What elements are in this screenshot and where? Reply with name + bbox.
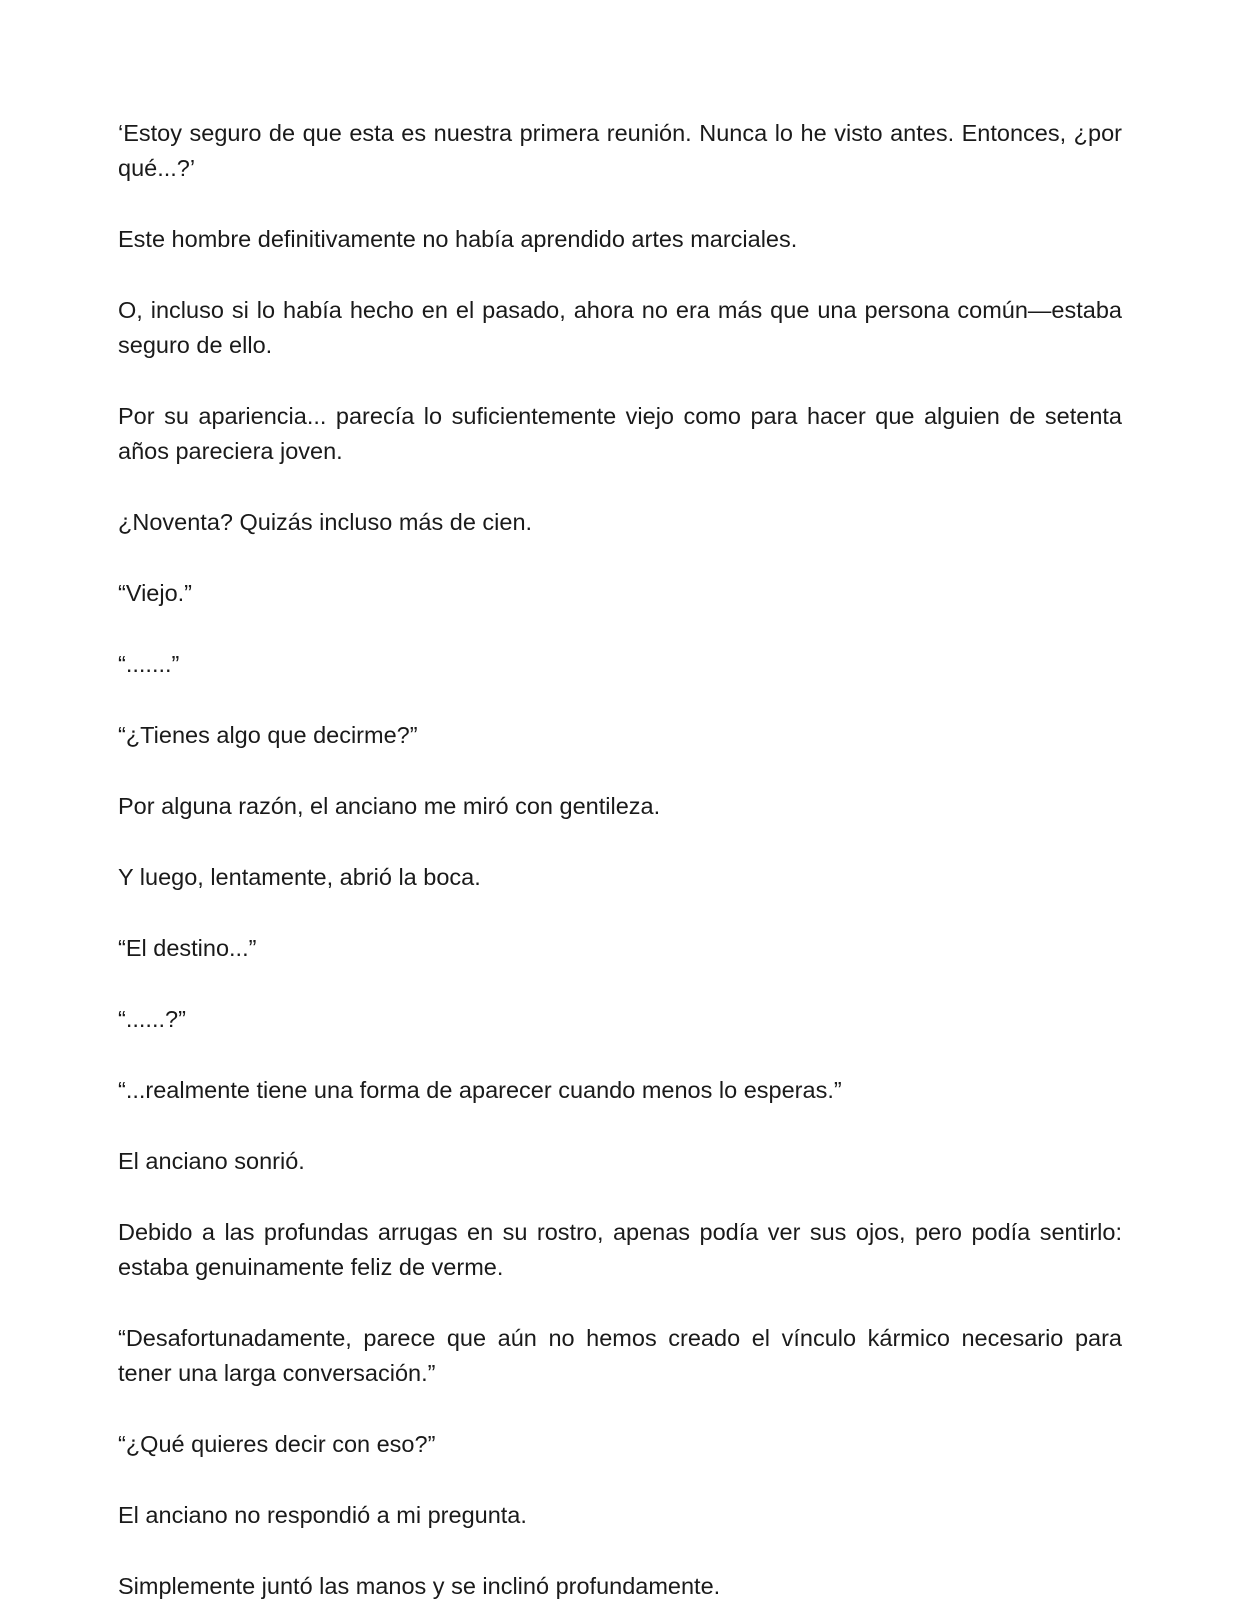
- paragraph: El anciano no respondió a mi pregunta.: [118, 1502, 527, 1528]
- paragraph: Este hombre definitivamente no había aprendido artes marciales.: [118, 226, 798, 252]
- paragraph: “Viejo.”: [118, 580, 193, 606]
- paragraph: Por alguna razón, el anciano me miró con gentileza.: [118, 793, 661, 819]
- paragraph: Por su apariencia... parecía lo suficientemente viejo como para hacer que alguien de setenta años pareciera joven.: [118, 403, 1122, 464]
- paragraph: “¿Tienes algo que decirme?”: [118, 722, 418, 748]
- paragraph: El anciano sonrió.: [118, 1148, 305, 1174]
- paragraph: ¿Noventa? Quizás incluso más de cien.: [118, 509, 533, 535]
- paragraph: “Desafortunadamente, parece que aún no hemos creado el vínculo kármico necesario para tener una larga conversación.”: [118, 1325, 1122, 1386]
- paragraph: “¿Qué quieres decir con eso?”: [118, 1431, 436, 1457]
- paragraph: Debido a las profundas arrugas en su rostro, apenas podía ver sus ojos, pero podía sentirlo: estaba genuinamente feliz de verme.: [118, 1219, 1122, 1280]
- paragraph: ‘Estoy seguro de que esta es nuestra primera reunión. Nunca lo he visto antes. Entonces, ¿por qué...?’: [118, 120, 1122, 181]
- paragraph: “......?”: [118, 1006, 186, 1032]
- document-body: [118, 116, 1122, 1604]
- paragraph: Y luego, lentamente, abrió la boca.: [118, 864, 481, 890]
- paragraph: “.......”: [118, 651, 180, 677]
- paragraph: “...realmente tiene una forma de aparecer cuando menos lo esperas.”: [118, 1077, 842, 1103]
- paragraph: “El destino...”: [118, 935, 257, 961]
- paragraph: O, incluso si lo había hecho en el pasado, ahora no era más que una persona común—estaba seguro de ello.: [118, 297, 1122, 358]
- paragraph: Simplemente juntó las manos y se inclinó profundamente.: [118, 1573, 721, 1599]
